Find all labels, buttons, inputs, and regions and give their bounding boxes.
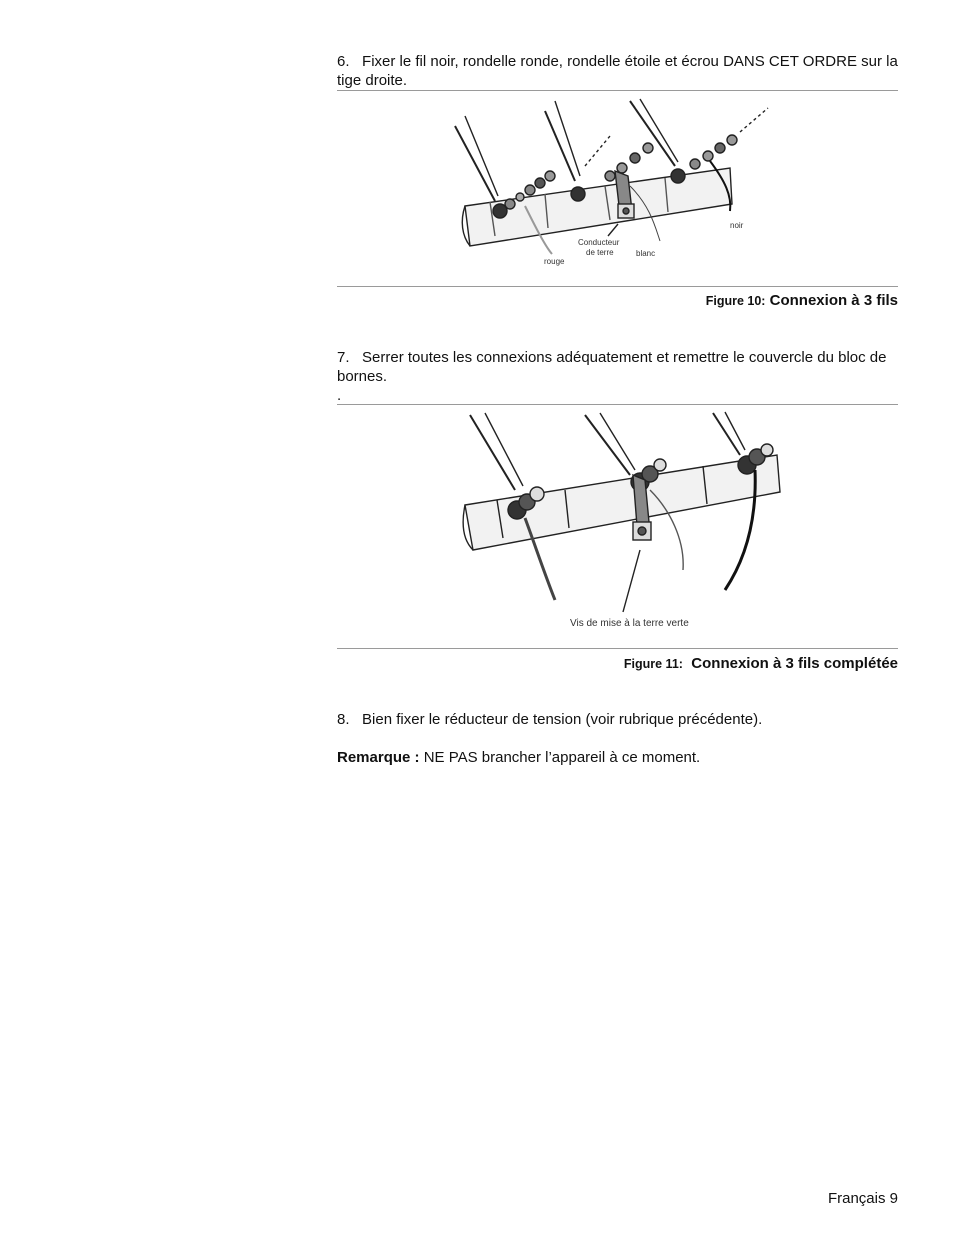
- figure-10-caption: [706, 292, 898, 309]
- page-footer: Français 9: [827, 1190, 898, 1207]
- figure-11-caption: [624, 655, 898, 672]
- label-rouge: rouge: [544, 257, 565, 266]
- step-6: [337, 52, 898, 90]
- figure-11-number: Figure 11:: [623, 657, 683, 671]
- step-6-number: 6.: [337, 53, 350, 70]
- figure-10-title: Connexion à 3 fils: [769, 292, 898, 309]
- note: [337, 748, 898, 767]
- figure-11-bottom-rule: [337, 648, 898, 649]
- figure-11-title: Connexion à 3 fils complétée: [691, 655, 898, 672]
- step-6-text: Fixer le fil noir, rondelle ronde, rondelle étoile et écrou DANS CET ORDRE sur la tige droite.: [337, 53, 898, 89]
- figure-10-bottom-rule: [337, 286, 898, 287]
- figure-11-illustration: [455, 410, 795, 635]
- figure-10-illustration: [450, 96, 780, 281]
- step-7-number: 7.: [337, 349, 350, 366]
- step-7-text: Serrer toutes les connexions adéquatement et remettre le couvercle du bloc de bornes.: [337, 349, 887, 385]
- figure-10-top-rule: [337, 90, 898, 91]
- label-noir: noir: [730, 221, 744, 230]
- label-vis-terre: Vis de mise à la terre verte: [570, 618, 689, 629]
- figure-10-number: Figure 10:: [705, 294, 766, 308]
- note-text: NE PAS brancher l’appareil à ce moment.: [423, 749, 701, 766]
- label-conducteur: Conducteur: [578, 238, 620, 247]
- step-8-text: Bien fixer le réducteur de tension (voir rubrique précédente).: [362, 711, 763, 728]
- step-7-trailer: .: [337, 387, 342, 404]
- figure-11-top-rule: [337, 404, 898, 405]
- step-7: [337, 348, 898, 386]
- label-de-terre: de terre: [586, 248, 614, 257]
- step-8: [337, 710, 898, 729]
- step-8-number: 8.: [337, 711, 350, 728]
- label-blanc: blanc: [636, 249, 656, 258]
- note-label: Remarque :: [337, 749, 420, 766]
